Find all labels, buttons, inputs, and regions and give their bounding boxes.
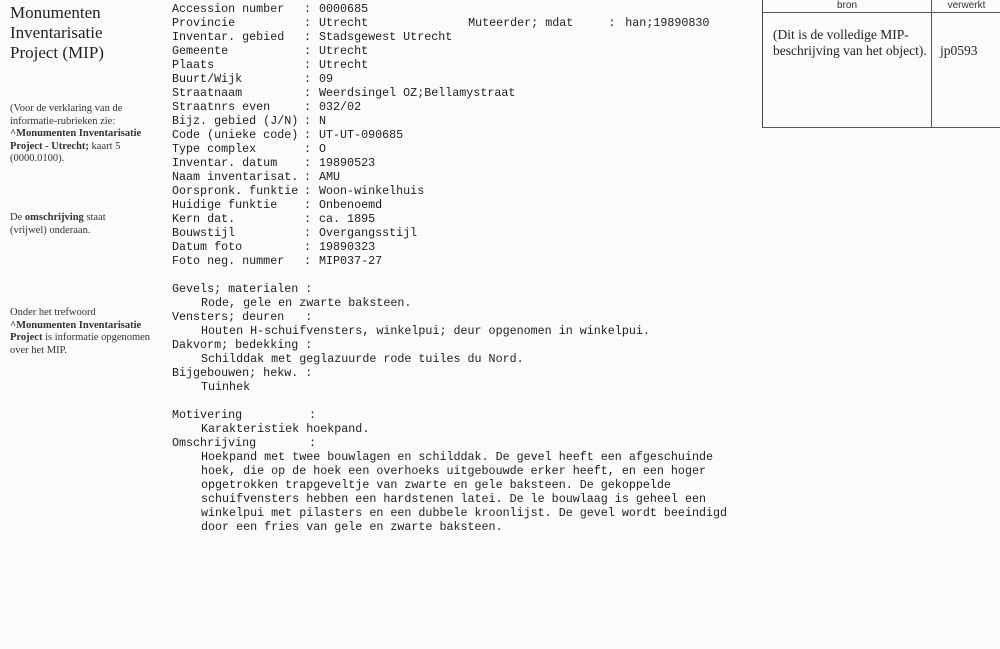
field-row: Gemeente : Utrecht xyxy=(172,44,369,58)
field-row: Type complex : O xyxy=(172,142,327,156)
bron-header: bron xyxy=(763,0,932,12)
motivering-text: Karakteristiek hoekpand. xyxy=(201,422,370,436)
field-label: Straatnrs even xyxy=(172,100,271,114)
muteerder-label: Muteerder; mdat xyxy=(468,16,574,30)
muteerder-field: Muteerder; mdat : han;19890830 xyxy=(468,16,710,30)
left-column xyxy=(10,3,160,63)
field-row: Accession number : 0000685 xyxy=(172,2,369,16)
field-value: MIP037-27 xyxy=(319,254,383,268)
field-row: Plaats : Utrecht xyxy=(172,58,369,72)
field-value: 0000685 xyxy=(319,2,369,16)
note-verklaring-after: kaart 5 (0000.0100). xyxy=(10,140,121,164)
field-label: Oorspronk. funktie xyxy=(172,184,299,198)
note-trefwoord-text: Onder het trefwoord xyxy=(10,307,96,318)
vensters-label: Vensters; deuren : xyxy=(172,310,313,324)
omschrijving-row: Omschrijving : xyxy=(172,436,317,450)
field-value: O xyxy=(319,142,327,156)
omschrijving-line: hoek, die op de hoek een overhoeks uitgebouwde erker heeft, en een hoger xyxy=(201,464,706,478)
field-value: Utrecht xyxy=(319,58,369,72)
field-row: Inventar. datum : 19890523 xyxy=(172,156,376,170)
field-label: Type complex xyxy=(172,142,257,156)
field-value: N xyxy=(319,114,327,128)
field-row: Straatnaam : Weerdsingel OZ;Bellamystraat xyxy=(172,86,516,100)
field-value: 19890323 xyxy=(319,240,376,254)
field-row: Bijz. gebied (J/N) : N xyxy=(172,114,327,128)
project-title: Monumenten Inventarisatie Project (MIP) xyxy=(10,3,104,62)
note-omschrijving-text: De xyxy=(10,212,23,223)
note-verklaring-text: (Voor de verklaring van de informatie-rubrieken zie: xyxy=(10,103,123,127)
note-trefwoord-after: is informatie opgenomen over het MIP. xyxy=(10,332,151,356)
gevels-label: Gevels; materialen : xyxy=(172,282,313,296)
verwerkt-header: verwerkt xyxy=(947,0,986,11)
field-label: Plaats xyxy=(172,58,215,72)
omschrijving-line: schuifvensters hebben een hardstenen latei. De le bouwlaag is geheel een xyxy=(201,492,706,506)
motivering-label: Motivering xyxy=(172,408,243,422)
omschrijving-line: door een fries van gele en zwarte baksteen. xyxy=(201,520,503,534)
note-trefwoord-bold: ^Monumenten Inventarisatie Project xyxy=(10,319,142,343)
verwerkt-text: jp0593 xyxy=(940,43,978,58)
field-row: Code (unieke code) : UT-UT-090685 xyxy=(172,128,404,142)
field-row: Datum foto : 19890323 xyxy=(172,240,376,254)
field-label: Kern dat. xyxy=(172,212,236,226)
field-row: Kern dat. : ca. 1895 xyxy=(172,212,376,226)
field-label: Datum foto xyxy=(172,240,243,254)
omschrijving-label: Omschrijving xyxy=(172,436,257,450)
field-value: Overgangsstijl xyxy=(319,226,418,240)
field-value: 19890523 xyxy=(319,156,376,170)
note-omschrijving-bold: omschrijving xyxy=(24,212,84,223)
field-label: Inventar. gebied xyxy=(172,30,285,44)
note-omschrijving-after: staat (vrijwel) onderaan. xyxy=(10,212,106,236)
field-label: Naam inventarisat. xyxy=(172,170,299,184)
field-label: Gemeente xyxy=(172,44,229,58)
field-value: Weerdsingel OZ;Bellamystraat xyxy=(319,86,516,100)
field-label: Bijz. gebied (J/N) xyxy=(172,114,299,128)
field-row: Huidige funktie : Onbenoemd xyxy=(172,198,383,212)
field-label: Accession number xyxy=(172,2,285,16)
field-row: Bouwstijl : Overgangsstijl xyxy=(172,226,418,240)
field-value: Woon-winkelhuis xyxy=(319,184,425,198)
note-omschrijving xyxy=(10,212,145,237)
bijgebouwen-label: Bijgebouwen; hekw. : xyxy=(172,366,313,380)
field-value: AMU xyxy=(319,170,341,184)
field-label: Bouwstijl xyxy=(172,226,236,240)
field-value: Utrecht xyxy=(319,44,369,58)
field-row: Naam inventarisat. : AMU xyxy=(172,170,341,184)
field-label: Inventar. datum xyxy=(172,156,278,170)
field-row: Inventar. gebied : Stadsgewest Utrecht xyxy=(172,30,453,44)
field-value: Utrecht xyxy=(319,16,369,30)
field-row: Oorspronk. funktie : Woon-winkelhuis xyxy=(172,184,425,198)
note-verklaring xyxy=(10,103,162,166)
field-row: Buurt/Wijk : 09 xyxy=(172,72,334,86)
field-label: Huidige funktie xyxy=(172,198,278,212)
field-value: 032/02 xyxy=(319,100,362,114)
fields-block xyxy=(172,2,710,268)
vensters-text: Houten H-schuifvensters, winkelpui; deur opgenomen in winkelpui. xyxy=(201,324,650,338)
note-verklaring-bold: ^Monumenten Inventarisatie Project - Utrecht; xyxy=(10,128,142,152)
note-trefwoord xyxy=(10,307,162,357)
field-label: Straatnaam xyxy=(172,86,243,100)
field-value: Onbenoemd xyxy=(319,198,383,212)
field-value: UT-UT-090685 xyxy=(319,128,404,142)
field-label: Buurt/Wijk xyxy=(172,72,243,86)
field-label: Code (unieke code) xyxy=(172,128,299,142)
field-label: Foto neg. nummer xyxy=(172,254,285,268)
field-label: Provincie xyxy=(172,16,236,30)
field-row: Provincie : Utrecht xyxy=(172,16,369,30)
field-row: Straatnrs even : 032/02 xyxy=(172,100,362,114)
omschrijving-line: opgetrokken trapgeveltje van zwarte en gele baksteen. De gekoppelde xyxy=(201,478,671,492)
bron-table-header xyxy=(763,0,1000,13)
field-value: 09 xyxy=(319,72,334,86)
field-value: ca. 1895 xyxy=(319,212,376,226)
omschrijving-line: Hoekpand met twee bouwlagen en schilddak. De gevel heeft een afgeschuinde xyxy=(201,450,713,464)
bron-table-body xyxy=(763,13,1000,127)
dakvorm-label: Dakvorm; bedekking : xyxy=(172,338,313,352)
muteerder-value: han;19890830 xyxy=(625,16,710,30)
bron-text: (Dit is de volledige MIP-beschrijving van het object). xyxy=(763,13,932,127)
description-block xyxy=(172,282,772,534)
dakvorm-text: Schilddak met geglazuurde rode tuiles du Nord. xyxy=(201,352,524,366)
field-row: Foto neg. nummer : MIP037-27 xyxy=(172,254,383,268)
gevels-text: Rode, gele en zwarte baksteen. xyxy=(201,296,412,310)
motivering-row: Motivering : xyxy=(172,408,317,422)
omschrijving-line: winkelpui met pilasters en een dubbele kroonlijst. De gevel wordt beeindigd xyxy=(201,506,728,520)
bijgebouwen-text: Tuinhek xyxy=(201,380,251,394)
field-value: Stadsgewest Utrecht xyxy=(319,30,453,44)
bron-table xyxy=(762,0,1000,128)
